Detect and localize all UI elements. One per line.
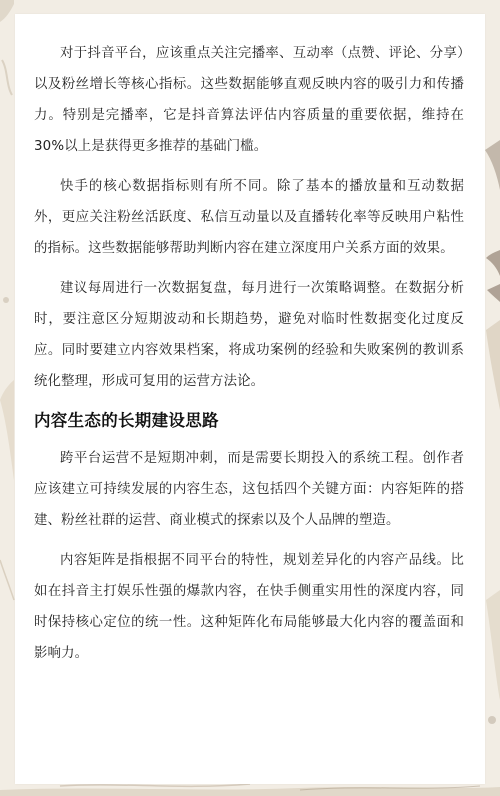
section-heading: 内容生态的长期建设思路 <box>34 411 219 430</box>
paragraph-kuaishou-metrics: 快手的核心数据指标则有所不同。除了基本的播放量和互动数据外，更应关注粉丝活跃度、私信互动量以及直播转化率等反映用户粘性的指标。这些数据能够帮助判断内容在建立深度用户关系方面的效果。 <box>34 179 464 256</box>
article-body <box>34 38 464 669</box>
paragraph-content-matrix: 内容矩阵是指根据不同平台的特性，规划差异化的内容产品线。比如在抖音主打娱乐性强的爆款内容，在快手侧重实用性的深度内容，同时保持核心定位的统一性。这种矩阵化布局能够最大化内容的覆盖面和影响力。 <box>34 553 464 661</box>
paragraph-douyin-metrics: 对于抖音平台，应该重点关注完播率、互动率（点赞、评论、分享）以及粉丝增长等核心指标。这些数据能够直观反映内容的吸引力和传播力。特别是完播率，它是抖音算法评估内容质量的重要依据，维持在 30%以上是获得更多推荐的基础门槛。 <box>34 46 464 154</box>
paragraph-data-review: 建议每周进行一次数据复盘，每月进行一次策略调整。在数据分析时，要注意区分短期波动和长期趋势，避免对临时性数据变化过度反应。同时要建立内容效果档案，将成功案例的经验和失败案例的教训系统化整理，形成可复用的运营方法论。 <box>34 281 464 389</box>
paragraph-content-ecosystem: 跨平台运营不是短期冲刺，而是需要长期投入的系统工程。创作者应该建立可持续发展的内容生态，这包括四个关键方面：内容矩阵的搭建、粉丝社群的运营、商业模式的探索以及个人品牌的塑造。 <box>34 451 464 528</box>
